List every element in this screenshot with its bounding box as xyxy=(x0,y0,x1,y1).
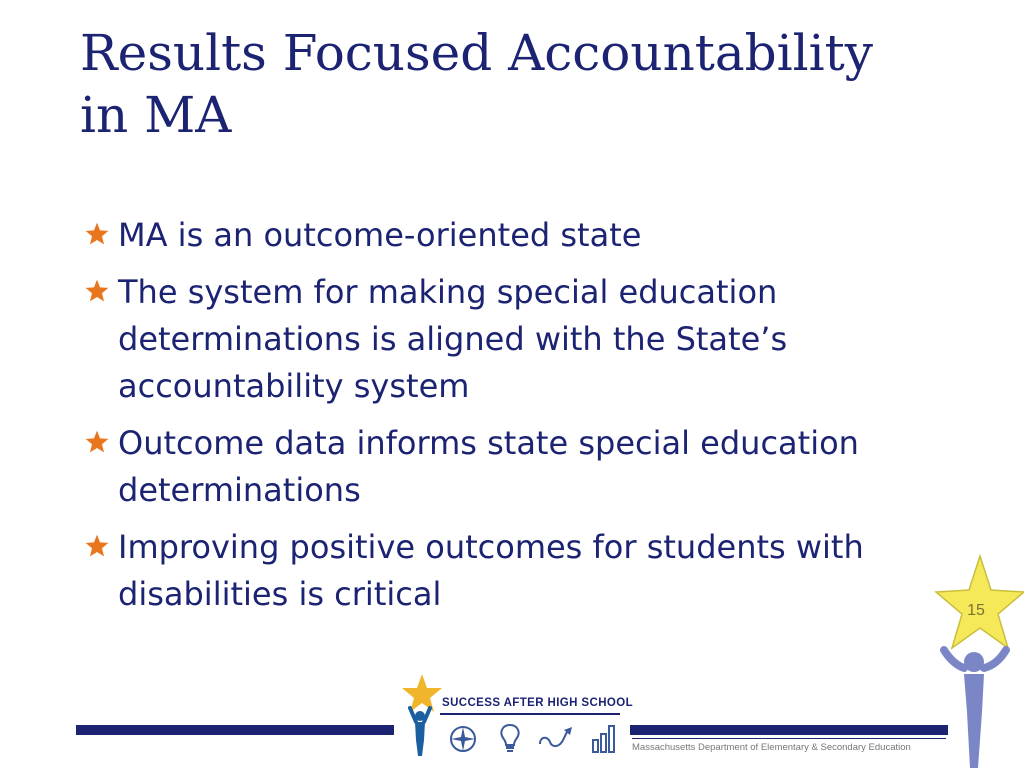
bullet-item xyxy=(84,212,944,259)
bullet-list xyxy=(84,212,944,628)
star-bullet-icon xyxy=(84,221,110,247)
bullet-item xyxy=(84,420,944,514)
bullet-text: Improving positive outcomes for students with disabilities is critical xyxy=(118,528,864,613)
star-bullet-icon xyxy=(84,533,110,559)
bullet-text: MA is an outcome-oriented state xyxy=(118,216,642,254)
page-number: 15 xyxy=(967,602,985,619)
slide-title-line-2: in MA xyxy=(80,86,232,144)
bar-chart-icon xyxy=(590,722,620,754)
star-bullet-icon xyxy=(84,278,110,304)
star-bullet-icon xyxy=(84,429,110,455)
bullet-item xyxy=(84,524,944,618)
lightbulb-icon xyxy=(496,722,524,754)
person-star-icon xyxy=(398,672,444,758)
compass-icon xyxy=(448,724,478,754)
logo-underline xyxy=(440,713,620,715)
bullet-item xyxy=(84,269,944,410)
footer-bar-left xyxy=(76,725,394,735)
footer-bar-right xyxy=(630,725,948,735)
slide-title-line-1: Results Focused Accountability xyxy=(80,24,873,82)
footer-organization: Massachusetts Department of Elementary & Secondary Education xyxy=(632,742,911,753)
arrow-path-icon xyxy=(536,724,576,752)
bullet-text: The system for making special education determinations is aligned with the State’s accountability system xyxy=(118,273,788,405)
logo-text: SUCCESS AFTER HIGH SCHOOL xyxy=(442,697,634,709)
slide-title xyxy=(80,22,980,146)
person-holding-star-icon xyxy=(920,552,1024,768)
bullet-text: Outcome data informs state special education determinations xyxy=(118,424,859,509)
footer-divider-line xyxy=(632,738,946,739)
